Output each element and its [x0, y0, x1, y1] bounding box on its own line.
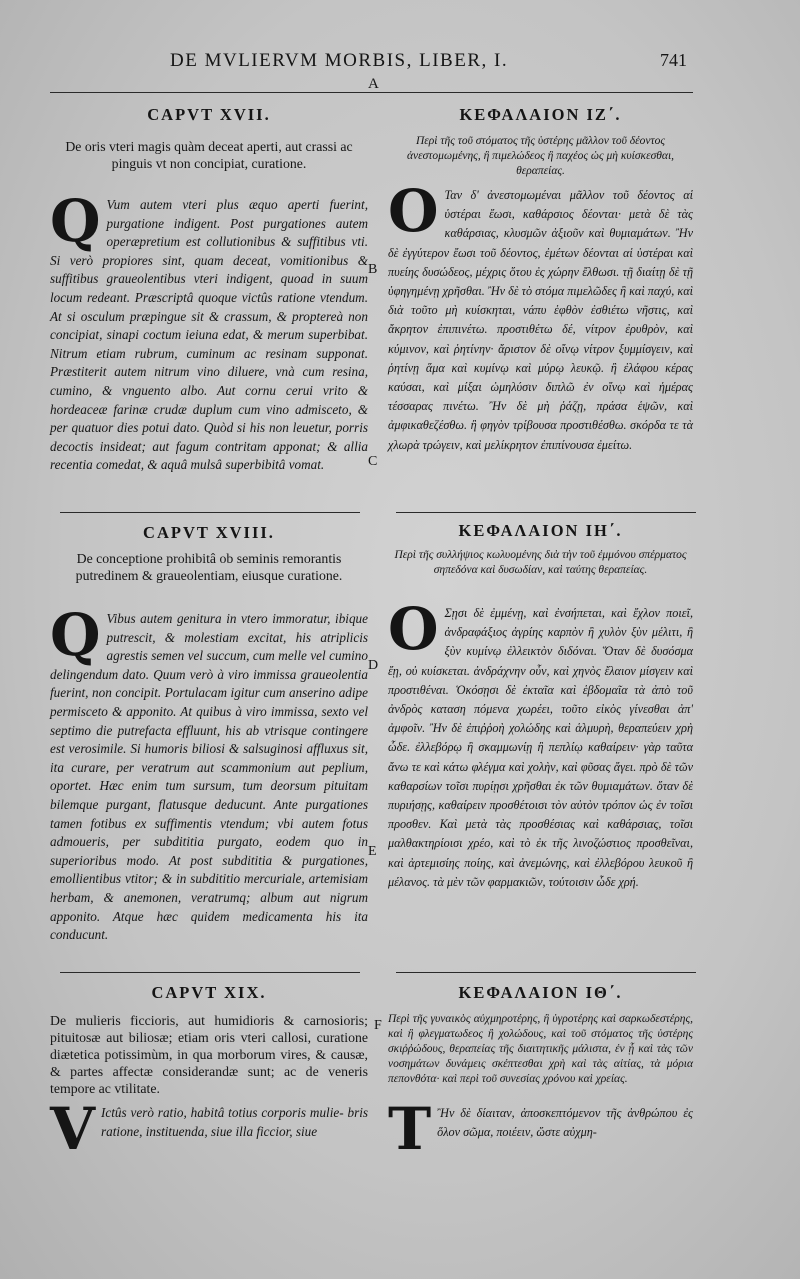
section-rule [60, 972, 360, 973]
margin-letter-b: B [368, 262, 378, 277]
section-rule [60, 512, 360, 513]
running-title: DE MVLIERVM MORBIS, LIBER, I. [170, 50, 509, 71]
chapter-title: CAPVT XVIII. [143, 523, 275, 542]
latin-caput-19-body [50, 1095, 368, 1163]
chapter-summary: De conceptione prohibitâ ob seminis remorantis putredinem & graueolentiam, eiusque curatione. [75, 551, 343, 583]
chapter-summary: De oris vteri magis quàm deceat aperti, aut crassi ac pinguis vt non concipiat, curatione. [65, 139, 353, 171]
chapter-text: Vibus autem genitura in vtero immoratur, ibique putrescit, & molestiam excitat, his atriplicis agrestis semen vel succum, cum melle vel cumino delingendum dato. Quum verò à viro immissa graueolentia fuerint, non concipit. Portulacam igitur cum anserino adipe permisceto & apponito. At quibus à viro immissa, sexto vel septimo die putrefacta effluunt, his ab vtrisque contingere est verosimile. Si humoris biliosi & salsuginosi affluxus sit, ita curare, per veratrum aut scammonium aut peplium, oportet. Hæc enim tum sursum, tum deorsum pituitam bilemque purgant, flatusque deducunt. Ante purgationes tamen fotibus ex suffimentis vtendum; vbi autem fotus admoueris, per subdititia purgato, eodem quo in superioribus modo. At post subdititia & purgationes, emollientibus vtitor; & in subdititio mercuriale, artemisiam herbam, & anemonen, veratrumq; album aut nigrum apponito. Atque hæc quidem medicamenta his ita conducunt. [50, 611, 368, 943]
chapter-text: Ictûs verò ratio, habitâ totius corporis mulie- bris ratione, instituenda, siue illa ficcior, siue [101, 1105, 368, 1139]
margin-letter-d: D [368, 658, 379, 673]
chapter-summary: De mulieris ficcioris, aut humidioris & carnosioris; pituitosæ aut biliosæ; etiam oris vteri callosi, curatione diætetica potissimùm, in qua morborum vires, & causæ, & partes affectæ considerandæ sunt; ac de veneris tempore ac vtilitate. [50, 1013, 368, 1096]
drop-cap: Ο [388, 595, 439, 663]
latin-caput-18-body [50, 601, 368, 945]
greek-kefalaion-17 [388, 104, 693, 179]
page-number: 741 [660, 50, 687, 70]
chapter-body [388, 1095, 693, 1163]
greek-kefalaion-18-body [388, 595, 693, 892]
greek-kefalaion-17-body [388, 177, 693, 455]
drop-cap: V [50, 1095, 96, 1163]
header-rule [50, 92, 693, 93]
chapter-text: Σῃσι δὲ ἐμμένῃ, καὶ ἐνσήπεται, καὶ ἔχλον ποιεῖ, ἀνδραφάξιος ἀγρίης καρπὸν ἢ χυλὸν ξὺν μέλιτι, ἢ ξὺν κυμίνῳ ἐλλεικτὸν διδόναι. Ὅταν δὲ δυσόσμα ἔῃ, οὐ κυίσκεται. ἀνδράχνην οὖν, καὶ χηνὸς ἔλαιον μίσγειν καὶ προστιθέναι. Ὁκόσῃσι δὲ ἐκταῖα καὶ ἑβδομαῖα τὰ ἀπὸ τοῦ ἀνδρὸς καταση πόμενα χωρέει, τοῦτο εἰκὸς γίνεσθαι ἀπ' ἀμφοῖν. Ἢν δὲ ἐπιῤῥοὴ χολώδης καὶ ἁλμυρὴ, θεραπεύειν χρὴ ὧδε. ἐλλεβόρῳ ἢ σκαμμωνίῃ ἢ πεπλίῳ καθαίρειν· γὰρ ταῦτα ἄνω τε καὶ κάτω φλέγμα καὶ χολὴν, καὶ φῦσας ἄγει. πρὸ δὲ τῶν καθαρσίων τοῖσι πυρίῃσι χρῆσθαι ἐκ τῶν θυμιαμάτων. ὅταν δὲ πυριήσῃς, καθαίρειν προσθέτοισι τὸν αὐτὸν τρόπον ὡς ἐν τοῖσι προσθεν. Καὶ μετὰ τὰς προσθέσιας καὶ καθάρσιας, τοῖσι μαλθακτηρίοισι χρέο, καὶ τὸ ἐκ τῆς λινοζώστιος προσθεῖναι, καὶ ἀρτεμισίης ποίης, καὶ ἀνεμώνης, καὶ ἐλλεβόρου λευκοῦ ἢ μέλανος. τὰ μὲν τῶν φαρμακιῶν, τούτοισιν ὧδε χρή. [388, 606, 693, 889]
chapter-text: Vum autem vteri plus æquo aperti fuerint, purgatione indigent. Post purgationes autem operæpretium est collutionibus & suffitibus vti. Si verò propiores sint, quam deceat, vomitionibus & suffitibus graueolentibus vteri indigent, quoad in suum locum redeant. Præscriptâ quoque victûs ratione vtendum. At si osculum præpingue sit & crassum, & proptereà non concipiat, sinapi coctum ieiuna edat, & merum superbibat. Nitrum etiam rubrum, cuminum ac resinam supponat. Præstiterit autem nitrum vino diluere, vnà cum resina, cumino, & vnguento albo. Aut cornu cerui vrito & hordeaceæ farinæ crudæ duplum cum vino admisceto, & per quatuor dies potui dato. Quòd si his non leuetur, porris decoctis insideat; aut fagum contritam apponat; & allia recentia comedat, & aquâ mulsâ superbibitâ vomat. [50, 197, 368, 473]
latin-caput-17-body [50, 187, 368, 475]
drop-cap: Τ [388, 1095, 432, 1163]
drop-cap: Q [50, 187, 101, 255]
chapter-title: CAPVT XIX. [151, 983, 267, 1002]
chapter-body [50, 1095, 368, 1163]
margin-letter-f: F [374, 1018, 382, 1033]
section-rule [396, 972, 696, 973]
greek-kefalaion-19 [388, 982, 693, 1087]
margin-letter-c: C [368, 454, 378, 469]
drop-cap: Ο [388, 177, 439, 245]
greek-kefalaion-18 [388, 520, 693, 578]
chapter-summary: Περὶ τῆς συλλήψιος κωλυομένης διὰ τὴν τοῦ ἐμμόνου σπέρματος σηπεδόνα καὶ δυσωδίαν, καὶ ταύτης θεραπείας. [394, 549, 687, 576]
latin-caput-17 [50, 104, 368, 172]
chapter-text: Ἢν δὲ δίαιταν, ἀποσκεπτόμενον τῆς ἀνθρώπου ἐς ὅλον σῶμα, ποιέειν, ὥστε αὐχμη- [437, 1106, 693, 1140]
chapter-text: Ταν δ' ἀνεστομωμέναι μᾶλλον τοῦ δέοντος αἱ ὑστέραι ἔωσι, καθάρσιος δέονται· μετὰ δὲ τὰς καθάρσιας, κλυσμῶν ἀξιοῦν καὶ θυμιαμάτων. Ἢν δὲ ἐγγύτερον ἔωσι τοῦ δέοντος, ἐμέτων δέονται αἱ ὑστέραι καὶ πυείης δυσώδεος, μέχρις ὅτου ἐς χώρην ἔλθωσι. τῇ διαίτῃ δὲ τῇ ὑφηγημένῃ χρῆσθαι. Ἢν δὲ τὸ στόμα πιμελῶδες ἢ καὶ παχύ, καὶ διὰ τοῦτο μὴ κυίσκηται, νάπυ ἑφθὸν ἐσθιέτω νῆστις, καὶ ἄκρητον ἐπιπινέτω. προστιθέτω δέ, νίτρον ἐρυθρὸν, καὶ κύμινον, καὶ ῥητίνην· ἄριστον δὲ οἴνῳ νίτρον ξυμμίσγειν, καὶ ῥητίνῃ ἅμα καὶ κυμίνῳ καὶ μύρῳ λευκῷ. ἢ ἐλάφου κέρας καύσαι, καὶ μίξαι ὠμηλύσιν διπλῶ ἐν οἴνῳ καὶ ἡμέρας τέσσαρας πινέτω. Ἢν δὲ μὴ ῥάζῃ, πράσα ἑψῶν, καὶ ἀμφικαθεζέσθω. ἢ φηγὸν τρίβουσα προστιθέσθω. σκόρδα τε τὰ χλωρὰ τρώγειν, καὶ μελίκρητον ἐπιπίνουσα ἐμείτω. [388, 188, 693, 452]
greek-kefalaion-19-body [388, 1095, 693, 1163]
section-rule [396, 512, 696, 513]
latin-caput-18 [50, 522, 368, 584]
chapter-body [50, 187, 368, 475]
chapter-title: ΚΕΦΑΛΑΙΟΝ ΙΗ΄. [458, 521, 623, 540]
latin-caput-19 [50, 982, 368, 1097]
chapter-summary: Περὶ τῆς γυναικὸς αὐχμηροτέρης, ἢ ὑγροτέρης καὶ σαρκωδεστέρης, καὶ ἢ φλεγματωδεος ἢ χολώδους, καὶ τοῦ στόματος τῆς ὑστέρης σκιῤῥώδους, θεραπείας τῆς διαιτητικῆς μάλιστα, ἐν ᾗ καὶ τὰς τῶν νοσημάτων δυνάμεις σκέπτεσθαι χρὴ καὶ τὰς αἰτίας, τὰ μόρια πεπονθότα· καὶ περὶ τοῦ συνεσίας χρόνου καὶ χρείας. [388, 1013, 693, 1085]
signature-mark: A [368, 76, 379, 92]
chapter-title: ΚΕΦΑΛΑΙΟΝ ΙΖ΄. [459, 105, 622, 124]
chapter-body [388, 177, 693, 455]
chapter-title: ΚΕΦΑΛΑΙΟΝ ΙΘ΄. [458, 983, 623, 1002]
chapter-title: CAPVT XVII. [147, 105, 271, 124]
drop-cap: Q [50, 601, 101, 669]
chapter-summary: Περὶ τῆς τοῦ στόματος τῆς ὑστέρης μᾶλλον τοῦ δέοντος ἀνεστομωμένης, ἢ πιμελώδεος ἢ παχέος ὡς μὴ κυίσκεσθαι, θεραπείας. [406, 135, 675, 177]
margin-letter-e: E [368, 844, 377, 859]
chapter-body [50, 601, 368, 945]
chapter-body [388, 595, 693, 892]
